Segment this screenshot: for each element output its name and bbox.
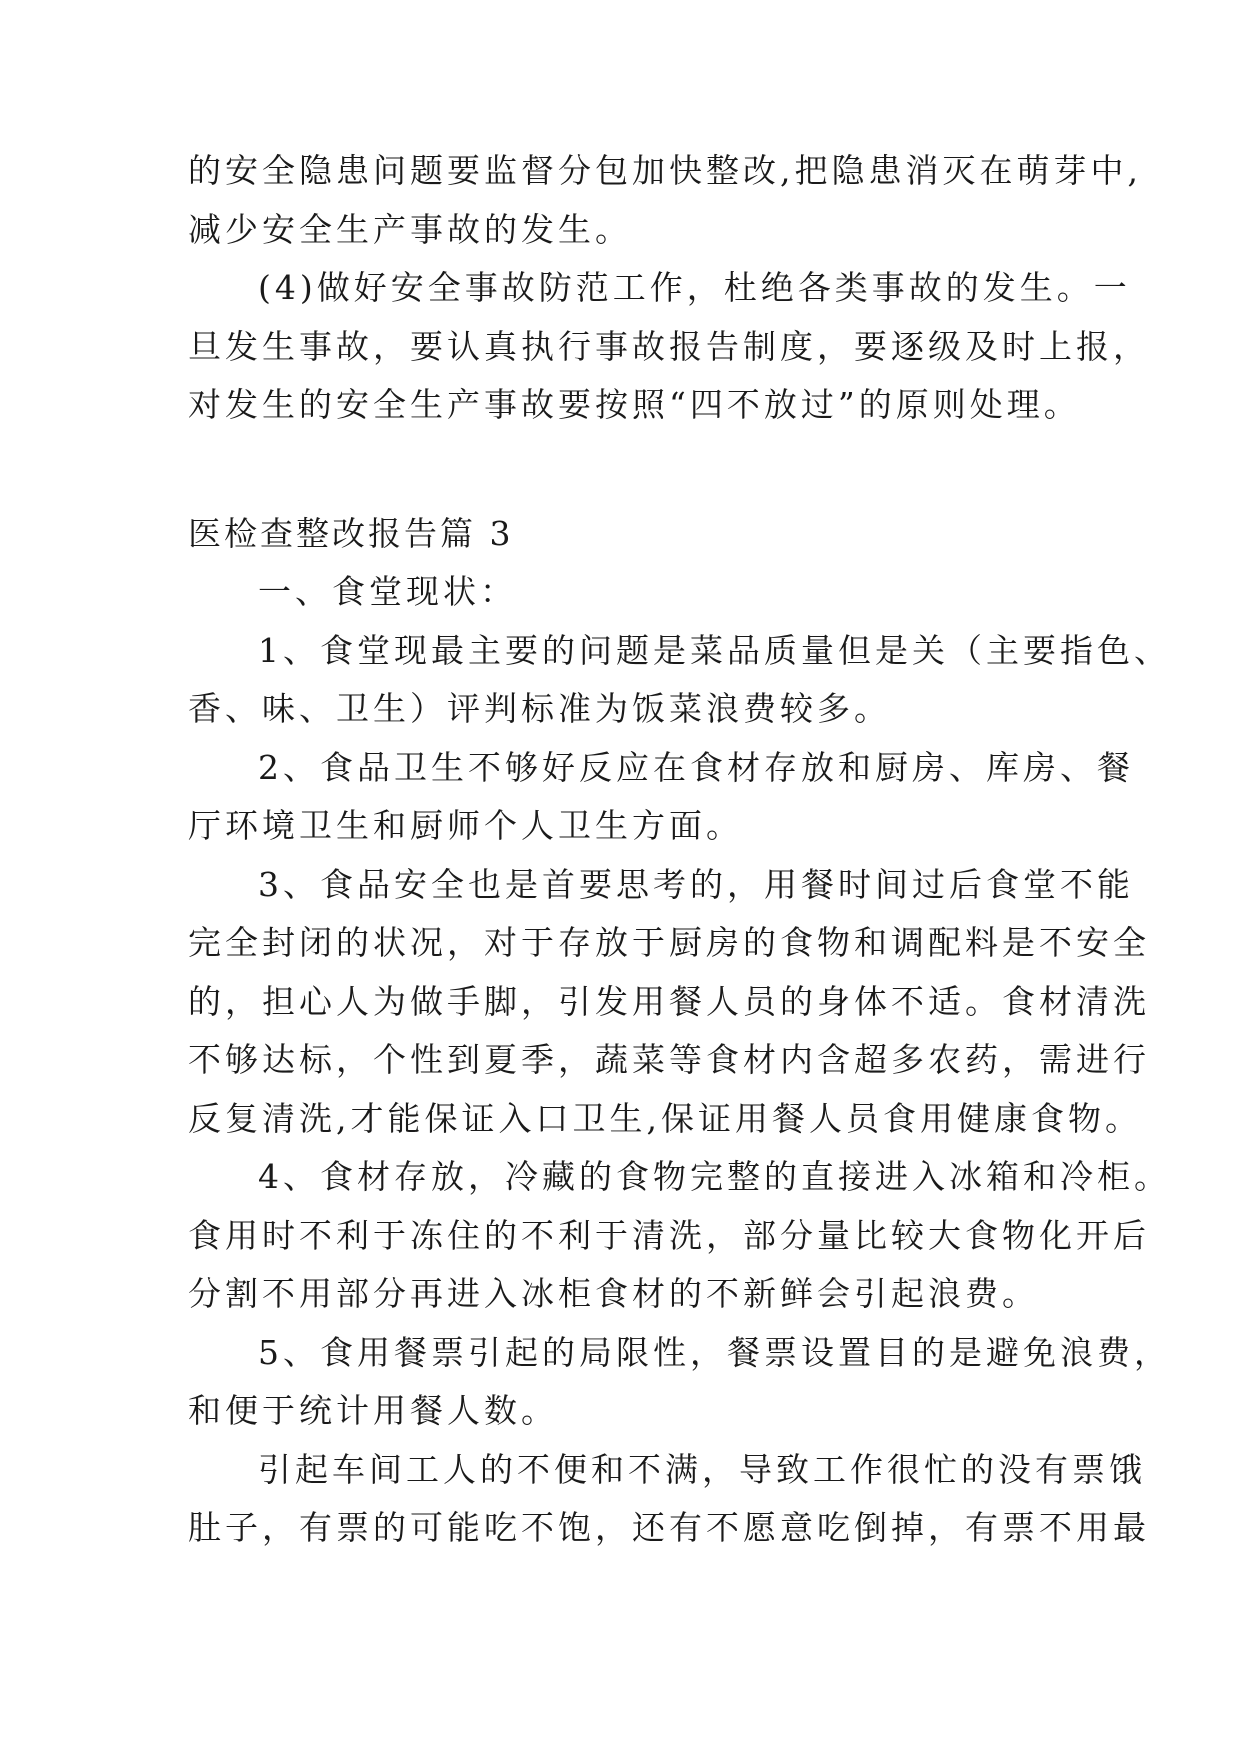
paragraph-line: 香、味、卫生）评判标准为饭菜浪费较多。	[188, 689, 891, 728]
paragraph-line: 4、食材存放，冷藏的食物完整的直接进入冰箱和冷柜。	[258, 1157, 1171, 1196]
paragraph-line: 的，担心人为做手脚，引发用餐人员的身体不适。食材清洗	[188, 981, 1150, 1021]
paragraph-line: 完全封闭的状况，对于存放于厨房的食物和调配料是不安全	[188, 923, 1150, 962]
section-spacer	[188, 435, 1078, 505]
paragraph-line: 食用时不利于冻住的不利于清洗，部分量比较大食物化开后	[188, 1215, 1150, 1255]
paragraph-line: 旦发生事故，要认真执行事故报告制度，要逐级及时上报，	[188, 326, 1150, 366]
paragraph-line: 一、食堂现状：	[258, 572, 517, 611]
paragraph-line: 对发生的安全生产事故要按照“四不放过”的原则处理。	[188, 385, 1081, 424]
paragraph-line: 2、食品卫生不够好反应在食材存放和厨房、库房、餐	[258, 747, 1134, 787]
paragraph-line: 厅环境卫生和厨师个人卫生方面。	[188, 806, 743, 845]
paragraph-line: 3、食品安全也是首要思考的，用餐时间过后食堂不能	[258, 864, 1134, 904]
paragraph-line: 引起车间工人的不便和不满，导致工作很忙的没有票饿	[258, 1449, 1146, 1489]
section-title: 医检查整改报告篇 3	[188, 513, 514, 553]
paragraph-line: 肚子，有票的可能吃不饱，还有不愿意吃倒掉，有票不用最	[188, 1508, 1150, 1547]
paragraph-line: 5、食用餐票引起的局限性，餐票设置目的是避免浪费，	[258, 1332, 1171, 1372]
paragraph-line: 减少安全生产事故的发生。	[188, 209, 632, 249]
paragraph-line: 反复清洗,才能保证入口卫生,保证用餐人员食用健康食物。	[188, 1098, 1142, 1138]
paragraph-line: 的安全隐患问题要监督分包加快整改,把隐患消灭在萌芽中,	[188, 151, 1142, 190]
document-body	[188, 142, 1171, 1558]
paragraph-line: (4)做好安全事故防范工作，杜绝各类事故的发生。一	[258, 268, 1131, 307]
paragraph-line: 1、食堂现最主要的问题是菜品质量但是关（主要指色、	[258, 630, 1171, 670]
paragraph-line: 分割不用部分再进入冰柜食材的不新鲜会引起浪费。	[188, 1274, 1039, 1313]
paragraph-line: 不够达标，个性到夏季，蔬菜等食材内含超多农药，需进行	[188, 1040, 1150, 1079]
paragraph-line: 和便于统计用餐人数。	[188, 1391, 558, 1430]
